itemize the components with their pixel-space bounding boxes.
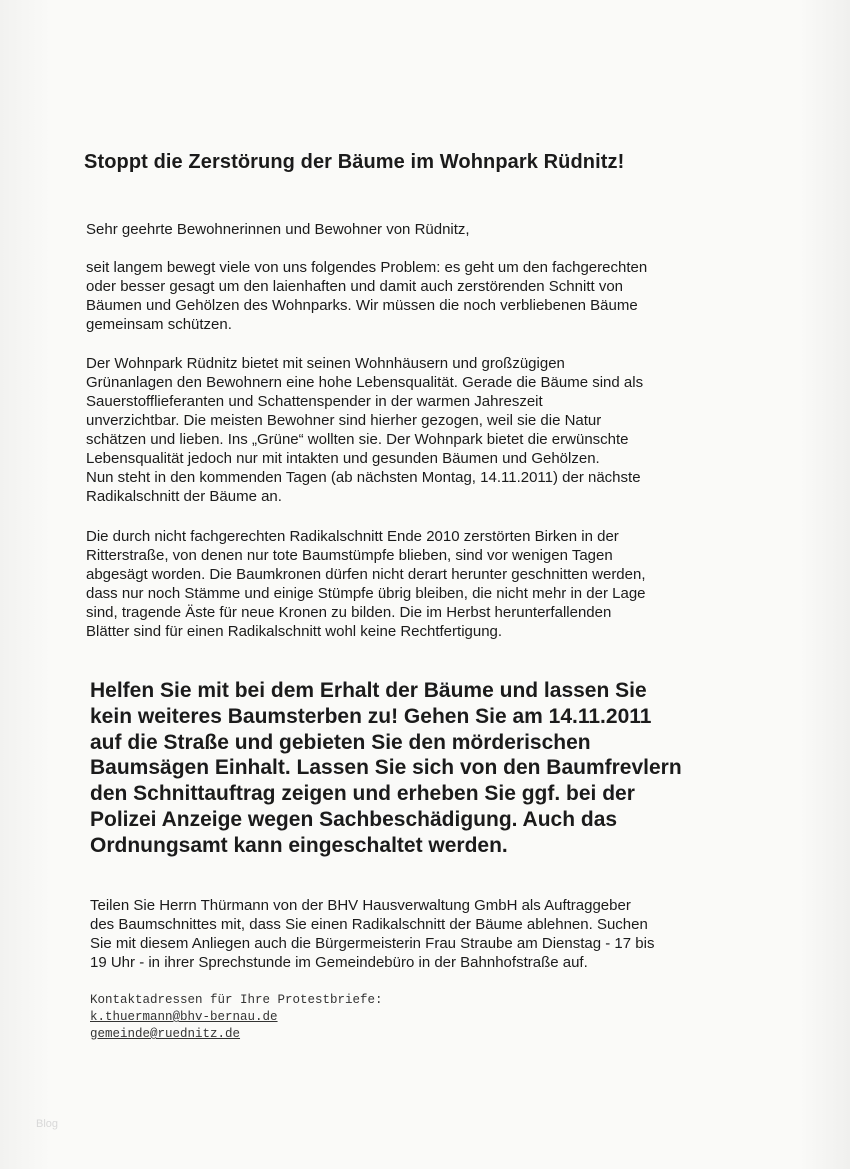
text-line: Teilen Sie Herrn Thürmann von der BHV Hausverwaltung GmbH als Auftraggeber [90, 897, 631, 914]
email-link[interactable]: k.thuermann@bhv-bernau.de [90, 1010, 278, 1024]
paragraph-2 [86, 354, 643, 506]
text-line: Blätter sind für einen Radikalschnitt wohl keine Rechtfertigung. [86, 623, 503, 640]
text-line: seit langem bewegt viele von uns folgendes Problem: es geht um den fachgerechten [86, 259, 648, 276]
text-line: unverzichtbar. Die meisten Bewohner sind hierher gezogen, weil sie die Natur [86, 412, 602, 429]
text-line: Lebensqualität jedoch nur mit intakten und gesunden Bäumen und Gehölzen. [86, 450, 600, 467]
email-link[interactable]: gemeinde@ruednitz.de [90, 1027, 241, 1041]
text-line: kein weiteres Baumsterben zu! Gehen Sie am 14.11.2011 [90, 704, 652, 728]
text-line: sind, tragende Äste für neue Kronen zu bilden. Die im Herbst herunterfallenden [86, 604, 612, 621]
text-line: Ritterstraße, von denen nur tote Baumstümpfe blieben, sind vor wenigen Tagen [86, 547, 613, 564]
paragraph-1 [86, 258, 647, 334]
text-line: Bäumen und Gehölzen des Wohnparks. Wir müssen die noch verbliebenen Bäume [86, 297, 638, 314]
greeting [86, 220, 470, 239]
document-title: Stoppt die Zerstörung der Bäume im Wohnpark Rüdnitz! [84, 151, 625, 173]
text-line: Nun steht in den kommenden Tagen (ab nächsten Montag, 14.11.2011) der nächste [86, 469, 641, 486]
contact-addresses [90, 992, 383, 1043]
text-line: schätzen und lieben. Ins „Grüne“ wollten sie. Der Wohnpark bietet die erwünschte [86, 431, 629, 448]
text-line: Ordnungsamt kann eingeschaltet werden. [90, 833, 508, 857]
text-line: Sauerstofflieferanten und Schattenspender in der warmen Jahreszeit [86, 393, 543, 410]
text-line: Radikalschnitt der Bäume an. [86, 488, 282, 505]
text-line: auf die Straße und gebieten Sie den mörderischen [90, 730, 591, 754]
appeal-paragraph [90, 678, 682, 859]
text-line: den Schnittauftrag zeigen und erheben Sie ggf. bei der [90, 782, 635, 806]
paragraph-4 [90, 896, 654, 972]
paragraph-3 [86, 527, 646, 641]
text-line: abgesägt worden. Die Baumkronen dürfen nicht derart herunter geschnitten werden, [86, 566, 646, 583]
text-line: des Baumschnittes mit, dass Sie einen Radikalschnitt der Bäume ablehnen. Suchen [90, 916, 648, 933]
greeting-line: Sehr geehrte Bewohnerinnen und Bewohner von Rüdnitz, [86, 221, 470, 238]
text-line: Grünanlagen den Bewohnern eine hohe Lebensqualität. Gerade die Bäume sind als [86, 374, 644, 391]
text-line: Der Wohnpark Rüdnitz bietet mit seinen Wohnhäusern und großzügigen [86, 355, 565, 372]
watermark: Blog [36, 1118, 59, 1130]
text-line: Sie mit diesem Anliegen auch die Bürgermeisterin Frau Straube am Dienstag - 17 bis [90, 935, 655, 952]
text-line: Helfen Sie mit bei dem Erhalt der Bäume und lassen Sie [90, 679, 647, 702]
text-line: oder besser gesagt um den laienhaften und damit auch zerstörenden Schnitt von [86, 278, 624, 295]
text-line: 19 Uhr - in ihrer Sprechstunde im Gemeindebüro in der Bahnhofstraße auf. [90, 954, 588, 971]
text-line: Polizei Anzeige wegen Sachbeschädigung. Auch das [90, 807, 618, 831]
text-line: gemeinsam schützen. [86, 316, 232, 333]
text-line: dass nur noch Stämme und einige Stümpfe übrig bleiben, die nicht mehr in der Lage [86, 585, 646, 602]
text-line: Die durch nicht fachgerechten Radikalschnitt Ende 2010 zerstörten Birken in der [86, 528, 619, 545]
contacts-label: Kontaktadressen für Ihre Protestbriefe: [90, 993, 383, 1007]
text-line: Baumsägen Einhalt. Lassen Sie sich von den Baumfrevlern [90, 756, 682, 780]
